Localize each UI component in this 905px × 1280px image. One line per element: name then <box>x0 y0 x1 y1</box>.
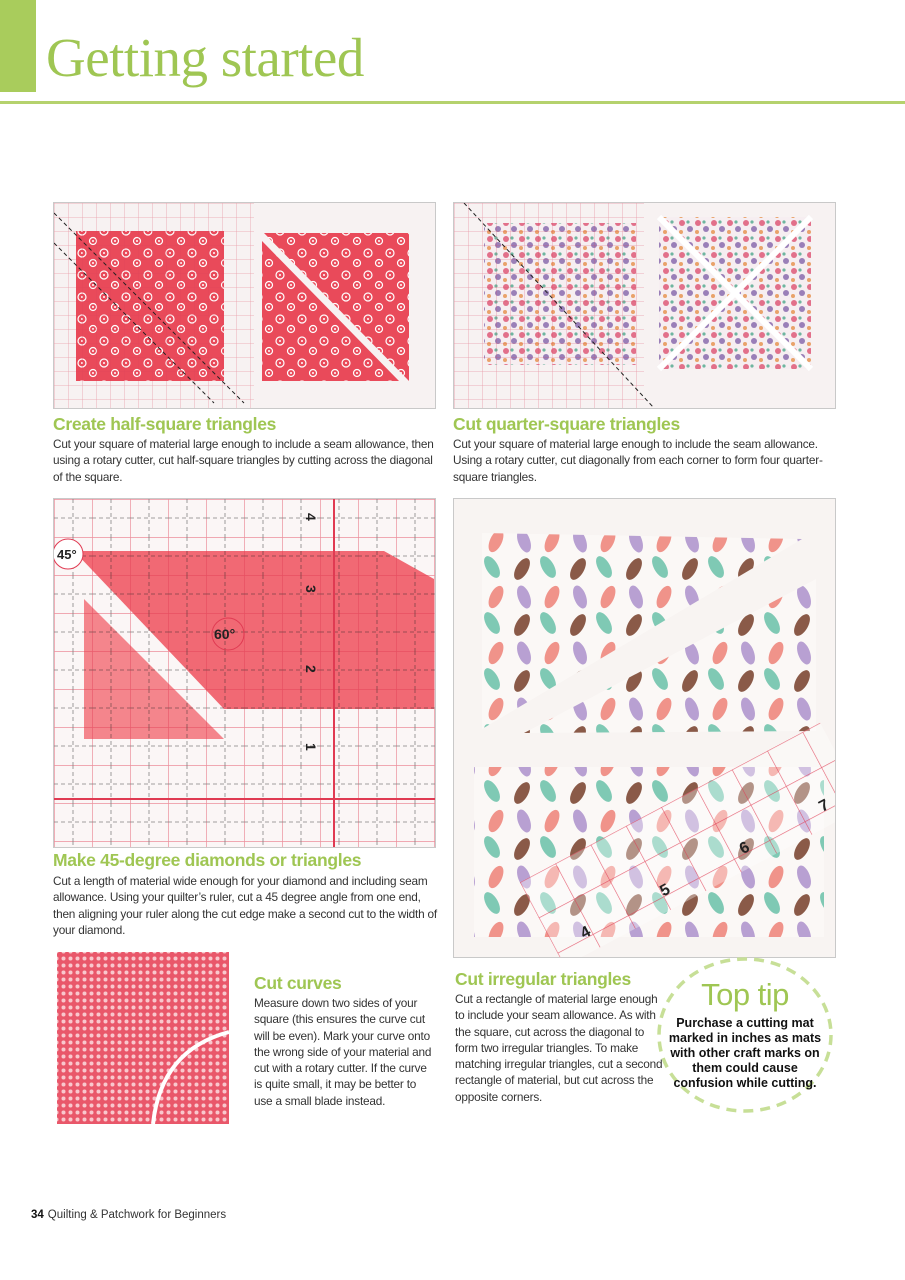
top-tip-text: Purchase a cutting mat marked in inches as mats with other craft marks on them could cause confusion while cutting. <box>668 1016 822 1090</box>
irregular-triangles-photo <box>453 498 836 958</box>
top-tip-box <box>655 955 835 1115</box>
ruler-label-4b: 4 <box>577 923 594 943</box>
ruler-label-4: 4 <box>303 513 319 521</box>
publication-name: Quilting & Patchwork for Beginners <box>47 1209 227 1221</box>
ruler-label-1: 1 <box>303 743 319 751</box>
section-heading-diamonds: Make 45-degree diamonds or triangles <box>53 850 362 870</box>
page-number: 34 <box>31 1209 44 1221</box>
quarter-square-triangles-photo <box>453 202 836 409</box>
ruler-label-60: 60° <box>214 626 236 642</box>
section-heading-quarter-square: Cut quarter-square triangles <box>453 414 680 434</box>
section-body-curves: Measure down two sides of your square (this ensures the curve cut will be even). Mark your curve onto the wrong side of your material and cut with a rotary cutter. If the curve is quite small, it may be better to use a small blade instead. <box>254 996 432 1108</box>
ruler-label-7: 7 <box>816 796 833 816</box>
diamonds-ruler-photo <box>53 498 436 848</box>
curved-fabric-photo <box>53 948 236 1128</box>
section-heading-curves: Cut curves <box>254 973 342 993</box>
ruler-label-2: 2 <box>303 665 319 673</box>
ruler-label-45: 45° <box>57 547 77 562</box>
section-body-irregular: Cut a rectangle of material large enough to include your seam allowance. As with the square, cut across the diagonal to form two irregular triangles. To make matching irregular triangles, cut a second rectangle of material, but cut across the opposite corners. <box>455 992 663 1104</box>
title-divider <box>0 101 905 104</box>
section-body-half-square: Cut your square of material large enough to include a seam allowance, then using a rotary cutter, cut half-square triangles by cutting across the diagonal of the square. <box>53 437 434 484</box>
ruler-label-6: 6 <box>736 838 753 858</box>
page-title: Getting started <box>46 27 364 88</box>
half-square-triangles-photo <box>53 202 436 409</box>
header-color-tab <box>0 0 36 92</box>
page-footer <box>31 1209 226 1221</box>
section-body-diamonds: Cut a length of material wide enough for your diamond and including seam allowance. Using your quilter’s ruler, cut a 45 degree angle from one end, then aligning your ruler along the cut edge make a second cut to the width of your diamond. <box>53 874 437 937</box>
ruler-label-3: 3 <box>303 585 319 593</box>
top-tip-title: Top tip <box>701 977 789 1012</box>
section-heading-irregular: Cut irregular triangles <box>455 969 631 989</box>
ruler-label-5: 5 <box>657 880 674 901</box>
section-body-quarter-square: Cut your square of material large enough to include the seam allowance. Using a rotary cutter, cut diagonally from each corner to form four quarter-square triangles. <box>453 437 823 484</box>
section-heading-half-square: Create half-square triangles <box>53 414 277 434</box>
